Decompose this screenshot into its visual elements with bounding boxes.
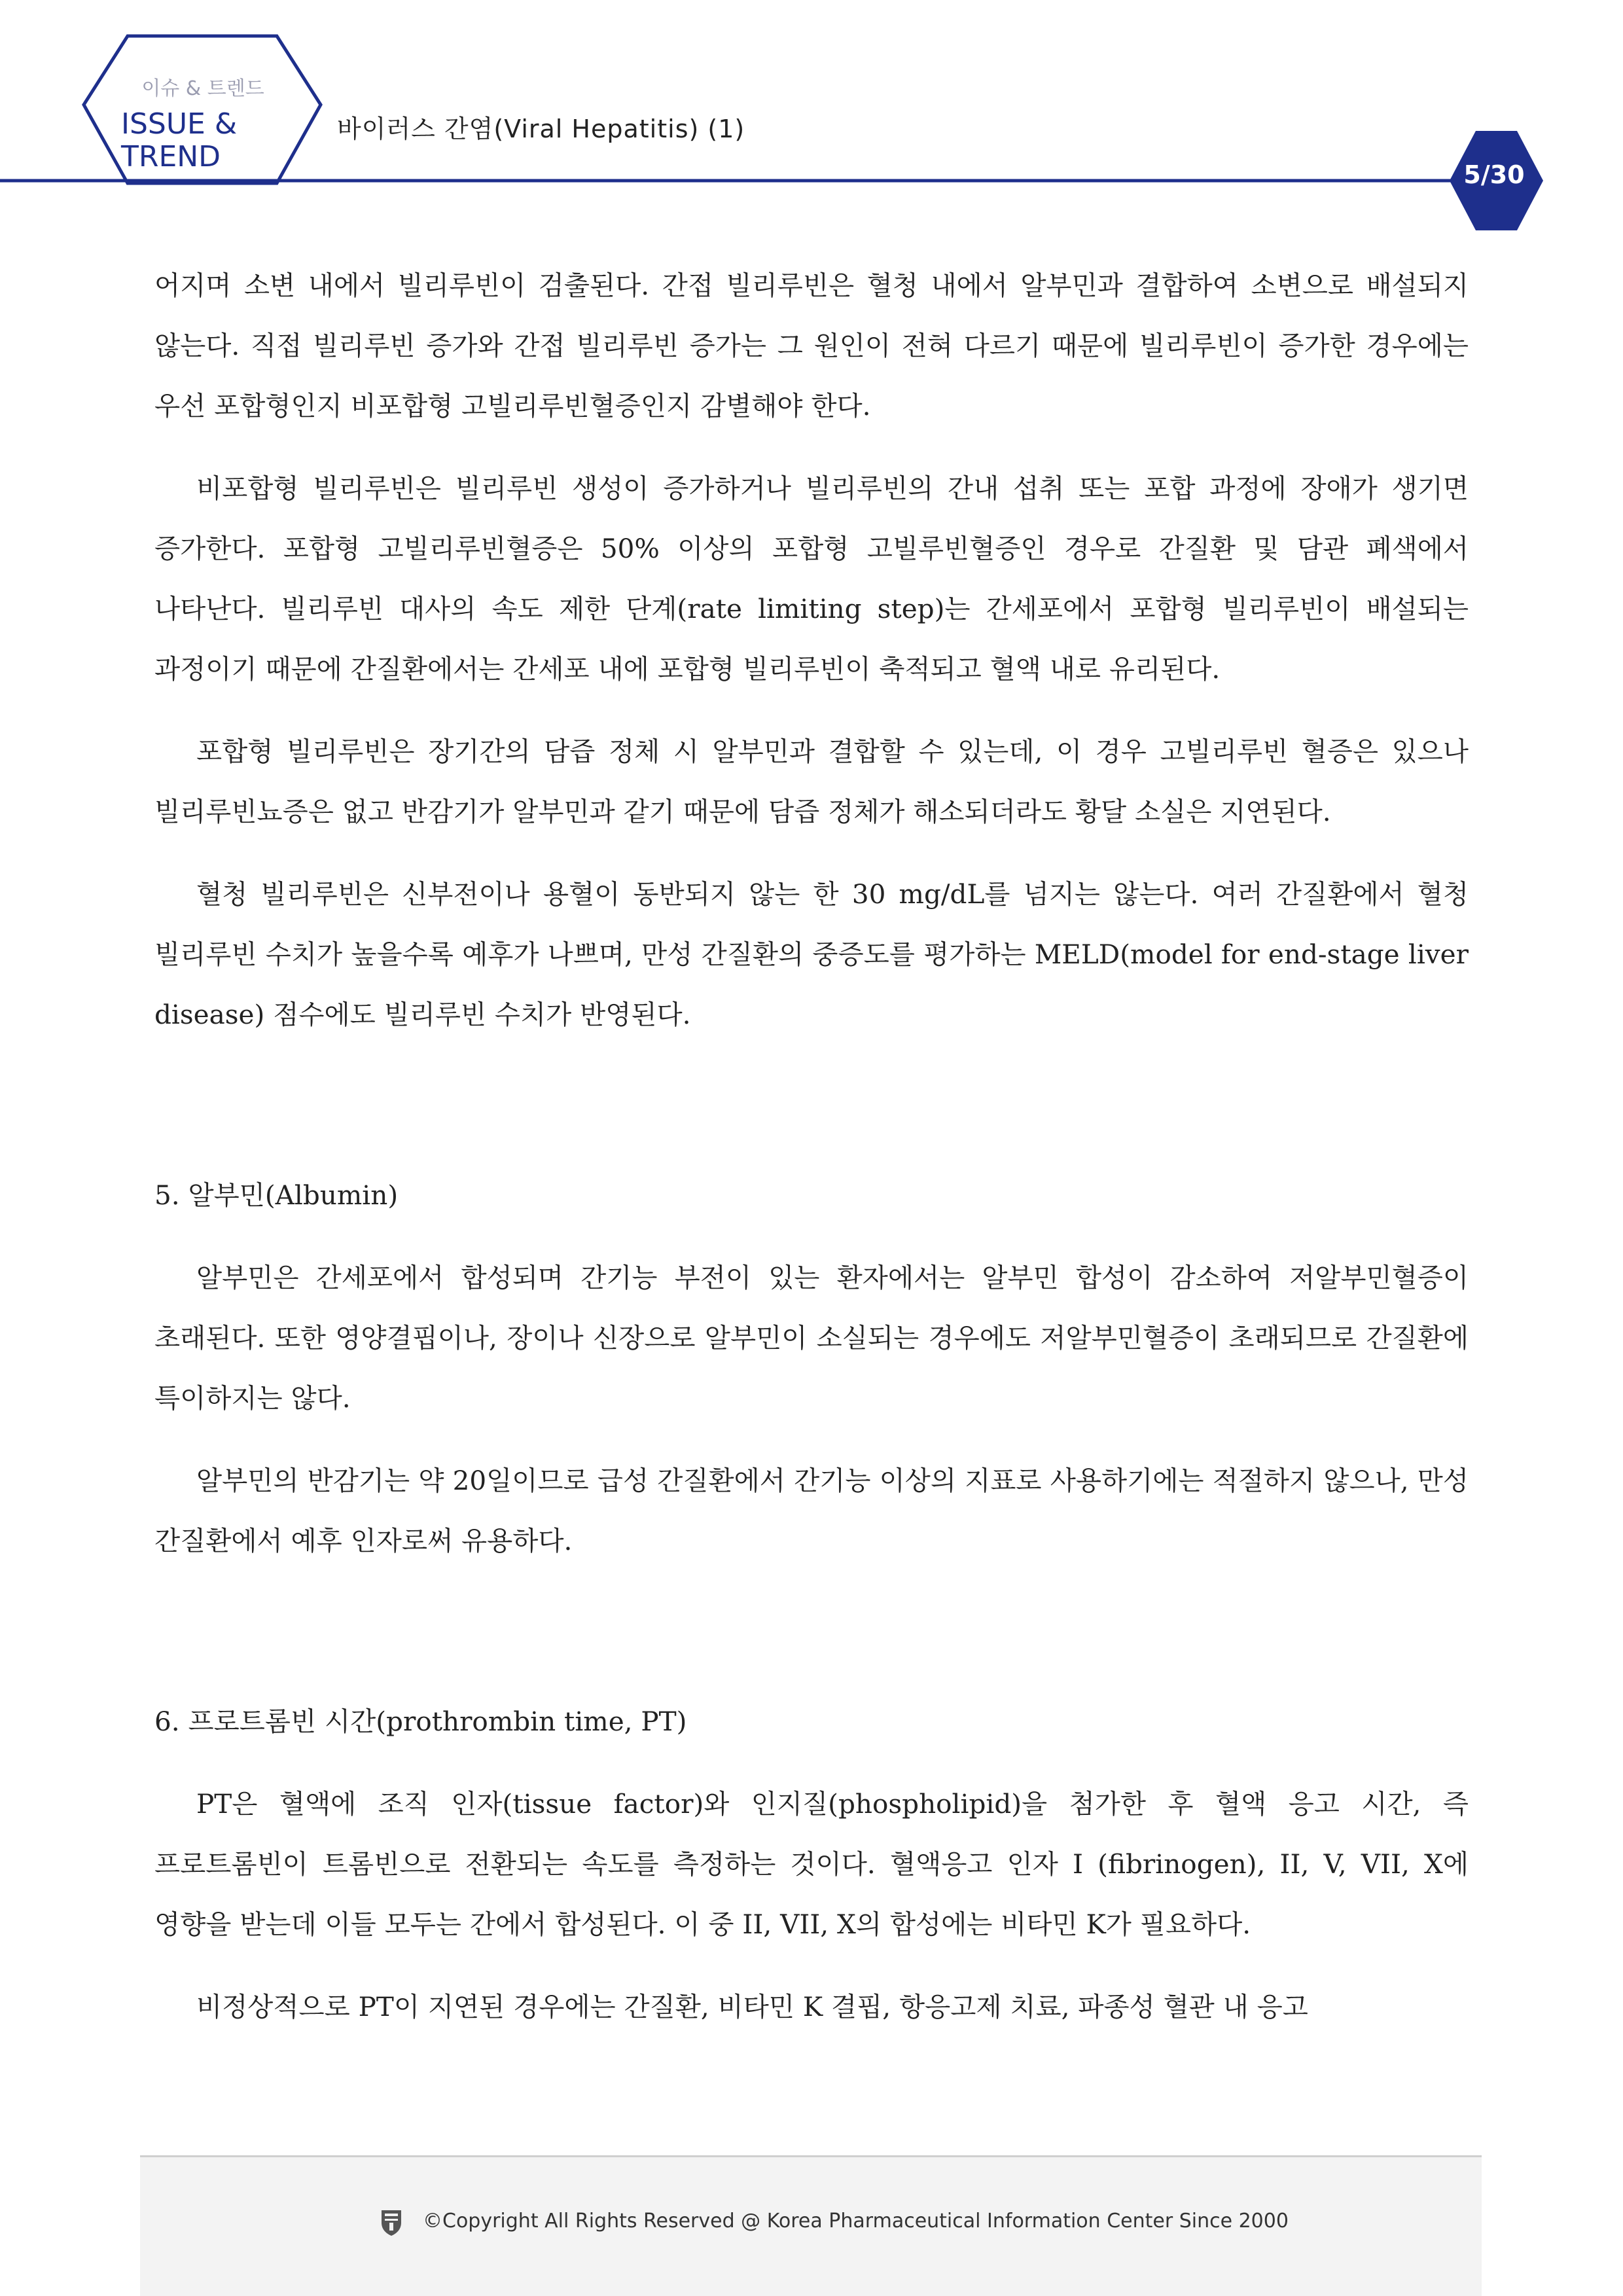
logo-korean-text: 이슈 & 트렌드 xyxy=(141,77,264,100)
logo-issue-text: ISSUE & xyxy=(121,107,238,141)
section-heading-prothrombin: 6. 프로트롬빈 시간(prothrombin time, PT) xyxy=(154,1706,687,1737)
page-number: 5/30 xyxy=(1463,160,1525,189)
shield-crest-icon xyxy=(380,2208,403,2237)
paragraph-unconjugated-bilirubin: 비포합형 빌리루빈은 빌리루빈 생성이 증가하거나 빌리루빈의 간내 섭취 또는 포합 과정에 장애가 생기면 증가한다. 포합형 고빌리루빈혈증은 50% 이상의 포합형 고빌루빈혈증인 경우로 간질환 및 담관 폐색에서 나타난다. 빌리루빈 대사의 속도 제한 단계(rate limiting step)는 간세포에서 포합형 빌리루빈이 배설되는 과정이기 때문에 간질환에서는 간세포 내에 포합형 빌리루빈이 축적되고 혈액 내로 유리된다. xyxy=(154,473,1469,685)
section-heading-albumin: 5. 알부민(Albumin) xyxy=(154,1179,399,1211)
paragraph-conjugated-bilirubin: 포합형 빌리루빈은 장기간의 담즙 정체 시 알부민과 결합할 수 있는데, 이 경우 고빌리루빈 혈증은 있으나 빌리루빈뇨증은 없고 반감기가 알부민과 같기 때문에 담즙 정체가 해소되더라도 황달 소실은 지연된다. xyxy=(154,736,1469,827)
paragraph-albumin-halflife: 알부민의 반감기는 약 20일이므로 급성 간질환에서 간기능 이상의 지표로 사용하기에는 적절하지 않으나, 만성 간질환에서 예후 인자로써 유용하다. xyxy=(154,1465,1469,1556)
section-gap xyxy=(154,1067,1469,1165)
paragraph-pt-prolonged: 비정상적으로 PT이 지연된 경우에는 간질환, 비타민 K 결핍, 항응고제 치료, 파종성 혈관 내 응고 xyxy=(196,1991,1308,2022)
article-body xyxy=(154,255,1469,2059)
paragraph-serum-bilirubin: 혈청 빌리루빈은 신부전이나 용혈이 동반되지 않는 한 30 mg/dL를 넘지는 않는다. 여러 간질환에서 혈청 빌리루빈 수치가 높을수록 예후가 나쁘며, 만성 간질환의 중증도를 평가하는 MELD(model for end-stage liver disease) 점수에도 빌리루빈 수치가 반영된다. xyxy=(154,878,1469,1030)
page-title: 바이러스 간염(Viral Hepatitis) (1) xyxy=(337,115,745,143)
logo-trend-text: TREND xyxy=(121,140,221,173)
footer-copyright: ©Copyright All Rights Reserved @ Korea Pharmaceutical Information Center Since 2000 xyxy=(423,2210,1289,2233)
paragraph-bilirubin-continued: 어지며 소변 내에서 빌리루빈이 검출된다. 간접 빌리루빈은 혈청 내에서 알부민과 결합하여 소변으로 배설되지 않는다. 직접 빌리루빈 증가와 간접 빌리루빈 증가는 그 원인이 전혀 다르기 때문에 빌리루빈이 증가한 경우에는 우선 포합형인지 비포합형 고빌리루빈혈증인지 감별해야 한다. xyxy=(154,270,1469,422)
paragraph-albumin-synthesis: 알부민은 간세포에서 합성되며 간기능 부전이 있는 환자에서는 알부민 합성이 감소하여 저알부민혈증이 초래된다. 또한 영양결핍이나, 장이나 신장으로 알부민이 소실되는 경우에도 저알부민혈증이 초래되므로 간질환에 특이하지는 않다. xyxy=(154,1262,1469,1414)
section-gap xyxy=(154,1593,1469,1691)
paragraph-pt-definition: PT은 혈액에 조직 인자(tissue factor)와 인지질(phospholipid)을 첨가한 후 혈액 응고 시간, 즉 프로트롬빈이 트롬빈으로 전환되는 속도를 측정하는 것이다. 혈액응고 인자 I (fibrinogen), II, V, VII, X에 영향을 받는데 이들 모두는 간에서 합성된다. 이 중 II, VII, X의 합성에는 비타민 K가 필요하다. xyxy=(154,1788,1469,1940)
